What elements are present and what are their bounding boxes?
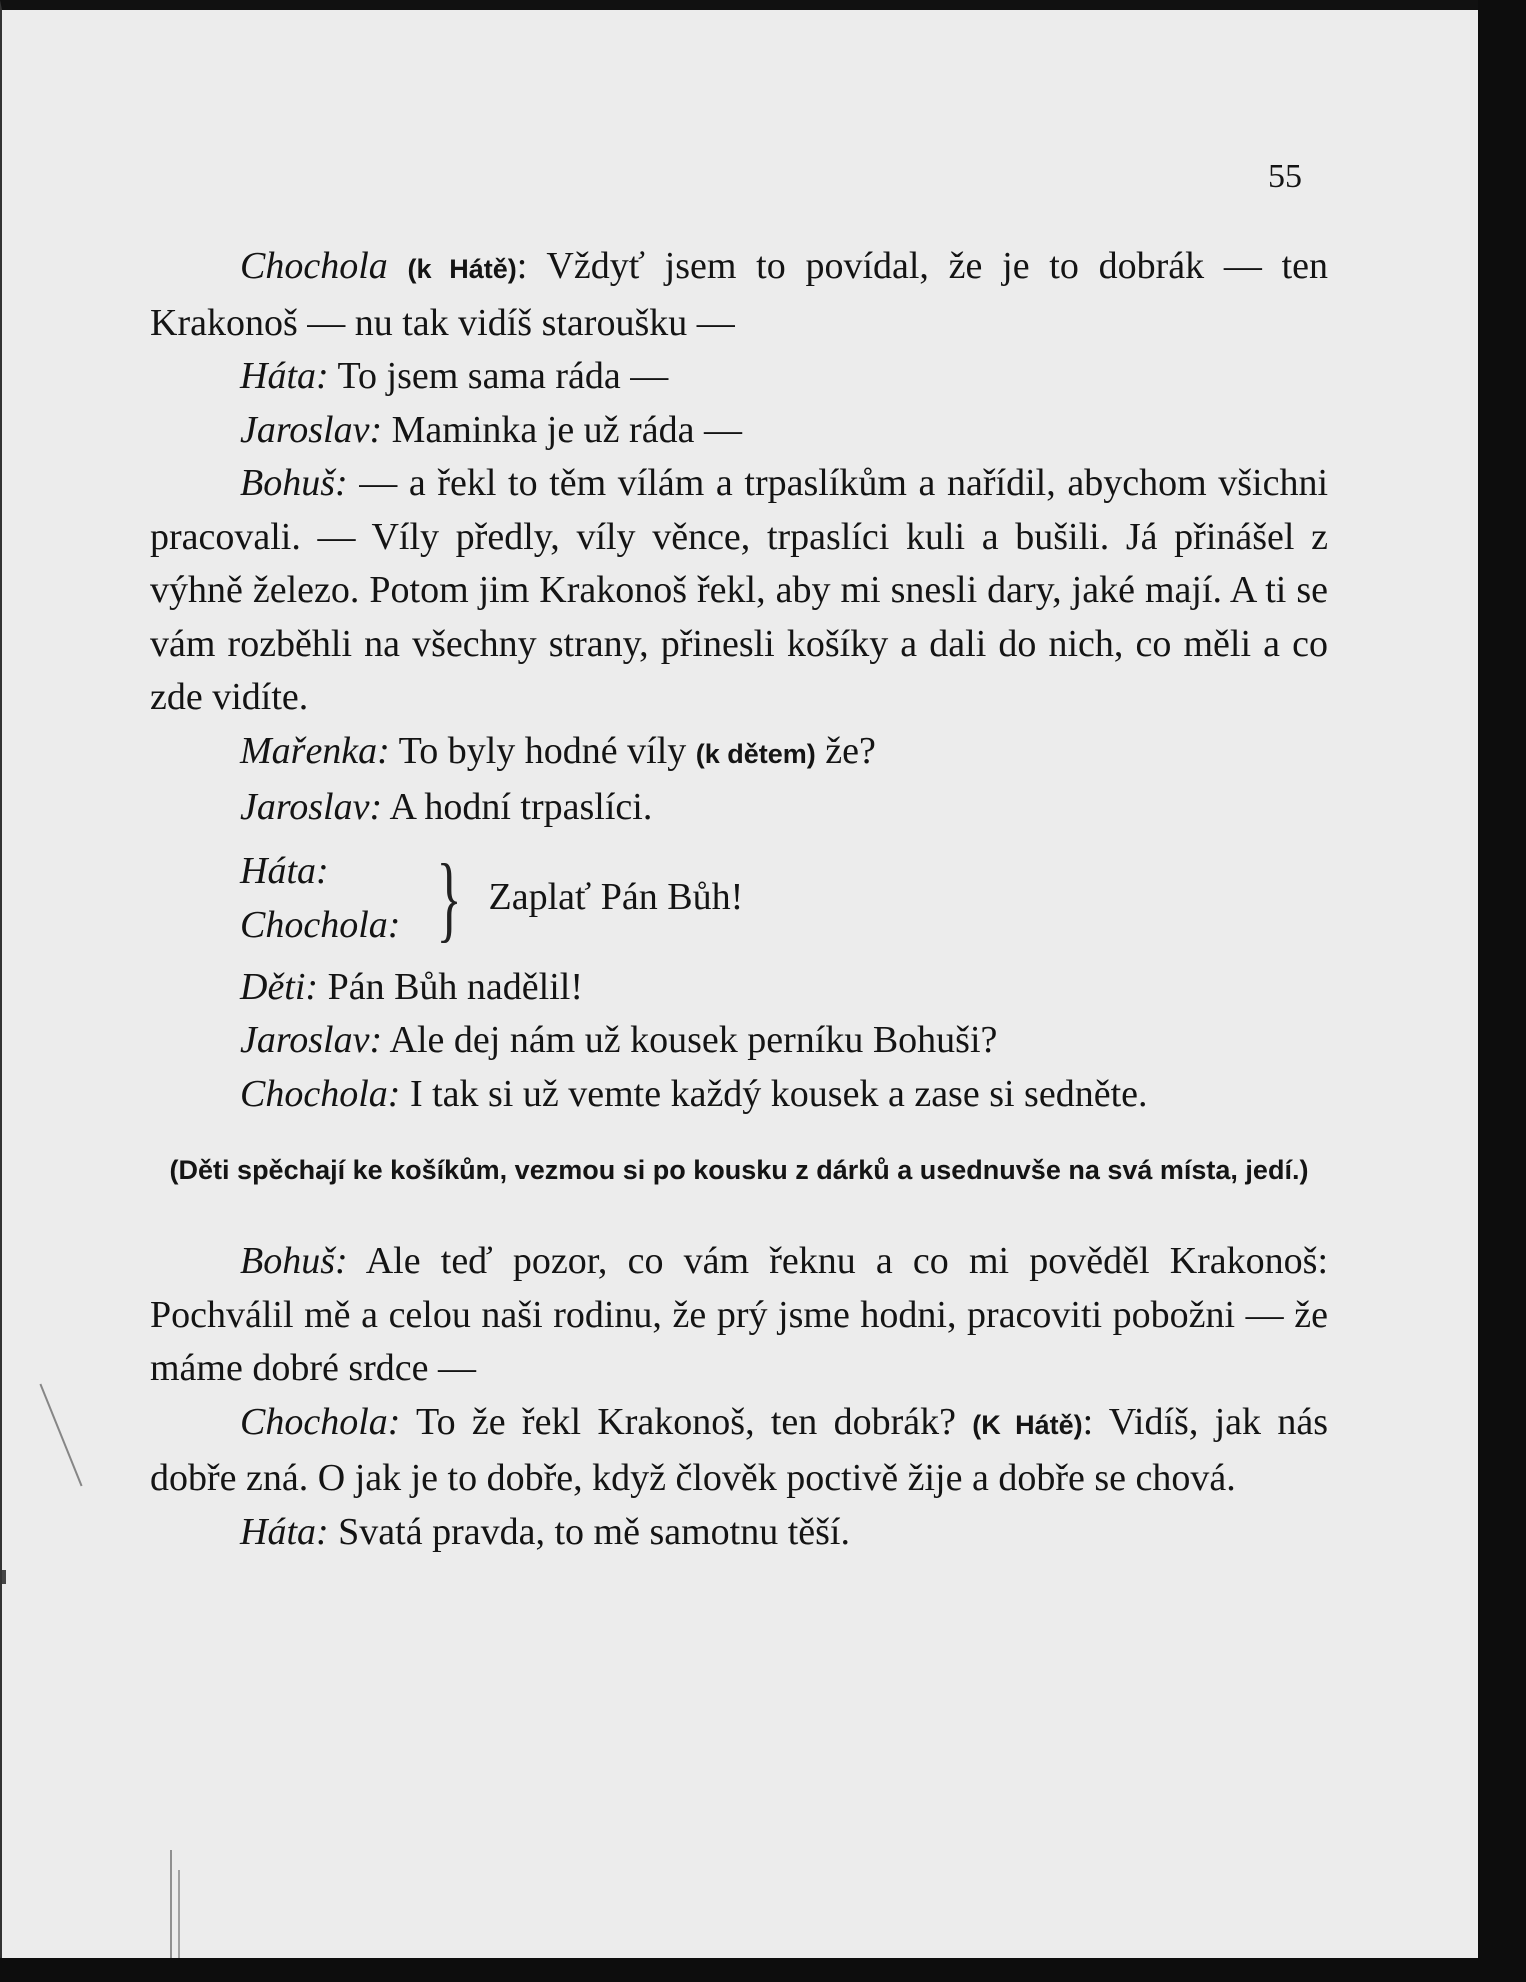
dialogue-text: A hodní trpaslíci. <box>382 786 653 828</box>
speaker-name: Háta: <box>240 1510 329 1553</box>
speaker-name: Chochola <box>240 245 388 287</box>
dialogue-text: — a řekl to těm vílám a trpaslíkům a nařídil, abychom všichni pracovali. — Víly předly, víly věnce, trpaslíci kuli a bušili. Já přinášel z výhně železo. Potom jim Krakonoš řekl, aby mi snesli dary, jaké mají. A ti se vám rozběhli na všechny strany, přinesli košíky a dali do nich, co měli a co zde vidíte. <box>150 462 1328 718</box>
dialogue-line <box>150 961 1328 1015</box>
page-number: 55 <box>1268 158 1302 195</box>
dialogue-text: To byly hodné víly <box>389 729 696 772</box>
dialogue-text: : Vidíš, jak nás dobře zná. O jak je to dobře, když člověk poctivě žije a dobře se chová. <box>150 1400 1329 1499</box>
dialogue-line <box>150 404 1328 458</box>
dialogue-line <box>150 1068 1328 1122</box>
scan-border <box>0 1958 1526 1982</box>
scan-border <box>1478 0 1526 1982</box>
dialogue-text: Ale dej nám už kousek perníku Bohuši? <box>382 1019 998 1061</box>
dialogue-line <box>150 781 1328 835</box>
joint-speakers <box>240 844 400 952</box>
dialogue-line <box>150 1235 1328 1396</box>
speaker-name: Chochola: <box>240 1400 401 1443</box>
dialogue-line <box>150 457 1328 725</box>
speaker-name: Chochola: <box>240 1072 401 1115</box>
speaker-name: Jaroslav: <box>240 1019 383 1061</box>
dialogue-text: že? <box>815 729 876 772</box>
dialogue-text: To že řekl Krakonoš, ten dobrák? <box>400 1400 973 1443</box>
dialogue-text: To jsem sama ráda — <box>328 355 669 397</box>
scan-mark <box>170 1850 172 1960</box>
dialogue-text: Zaplať Pán Bůh! <box>488 875 744 918</box>
dialogue-text: Svatá pravda, to mě samotnu těší. <box>328 1510 850 1553</box>
dialogue-line <box>150 1014 1328 1068</box>
dialogue-line <box>150 1506 1328 1560</box>
stage-aside: (k dětem) <box>695 738 816 769</box>
speaker-name: Háta: <box>240 355 329 397</box>
speaker-name: Děti: <box>240 965 319 1008</box>
brace-icon: } <box>436 843 463 951</box>
speaker-name: Bohuš: <box>240 1240 348 1282</box>
dialogue-line <box>150 725 1328 782</box>
speaker-name: Chochola: <box>240 903 401 946</box>
speaker-name: Jaroslav: <box>240 408 383 451</box>
dialogue-text: : Vždyť jsem to povídal, že je to dobrák — ten Krakonoš — nu tak vidíš staroušku — <box>150 245 1328 344</box>
dialogue-text: Ale teď pozor, co vám řeknu a co mi pověděl Krakonoš: Pochválil mě a celou naši rodinu, že prý jsme hodni, pracoviti pobožni — že máme dobré srdce — <box>150 1240 1328 1389</box>
stage-direction: (Děti spěchají ke košíkům, vezmou si po kousku z dárků a usednuvše na svá místa, jedí.) <box>169 1155 1309 1185</box>
stage-aside: (k Hátě) <box>407 254 517 284</box>
speaker-name: Mařenka: <box>240 729 390 772</box>
dialogue-text: Maminka je už ráda — <box>382 408 742 451</box>
speaker-name: Bohuš: <box>240 462 348 504</box>
play-text <box>150 240 1328 1559</box>
stage-aside: (K Hátě) <box>972 1409 1083 1440</box>
scan-mark <box>39 1384 82 1487</box>
scan-mark <box>2 1570 6 1584</box>
speaker-name: Háta: <box>240 849 329 892</box>
dialogue-text: Pán Bůh nadělil! <box>318 965 583 1008</box>
speaker-name: Jaroslav: <box>240 786 383 828</box>
scan-mark <box>178 1870 180 1960</box>
dialogue-text: I tak si už vemte každý kousek a zase si sedněte. <box>400 1072 1148 1115</box>
dialogue-line <box>150 350 1328 404</box>
dialogue-line <box>150 1396 1328 1506</box>
joint-dialogue <box>150 839 1328 957</box>
dialogue-line <box>150 240 1328 350</box>
